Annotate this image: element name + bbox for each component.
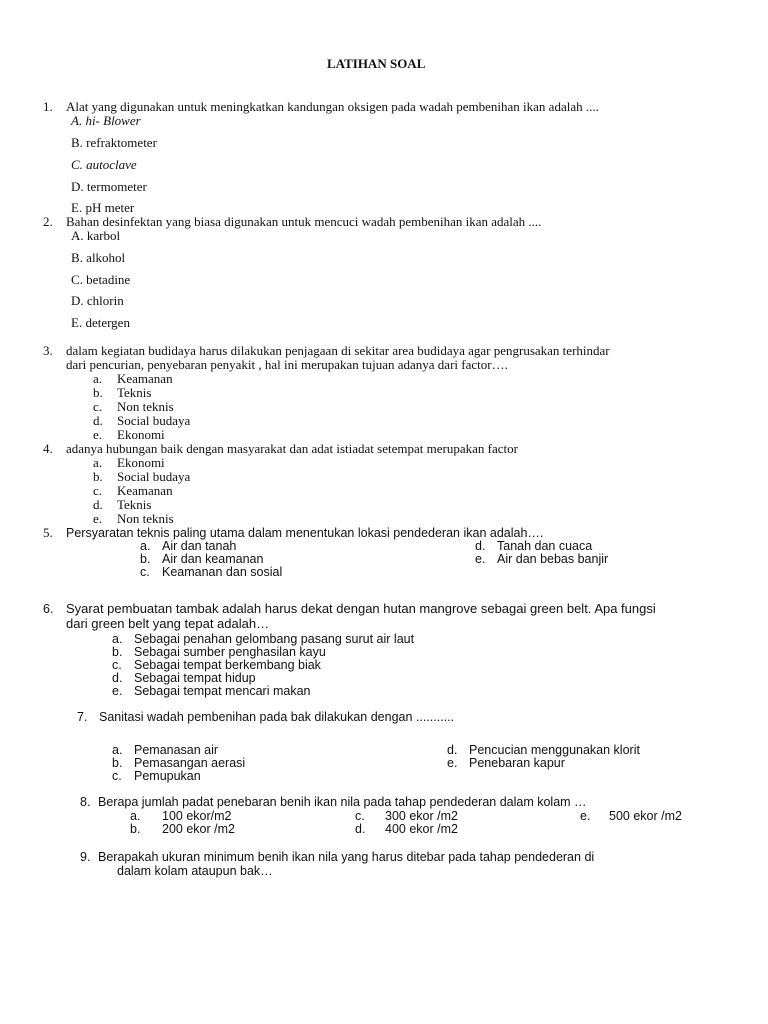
option-d-text: Sebagai tempat hidup bbox=[134, 671, 256, 685]
question-text-line-1: Berapakah ukuran minimum benih ikan nila yang harus ditebar pada tahap pendederan di bbox=[98, 850, 595, 864]
option-b-text: Air dan keamanan bbox=[162, 552, 264, 566]
option-a-letter: a. bbox=[112, 743, 123, 757]
option-a-letter: a. bbox=[130, 809, 141, 823]
question-number: 4. bbox=[43, 441, 53, 456]
option-b: B. refraktometer bbox=[71, 135, 157, 150]
option-c-letter: c. bbox=[93, 483, 103, 498]
option-d-letter: d. bbox=[447, 743, 458, 757]
option-b-letter: b. bbox=[130, 822, 141, 836]
option-d-letter: d. bbox=[93, 413, 103, 428]
option-b-letter: b. bbox=[93, 385, 103, 400]
option-e-text: Sebagai tempat mencari makan bbox=[134, 684, 311, 698]
option-d-text: Social budaya bbox=[117, 413, 191, 428]
question-text: Berapa jumlah padat penebaran benih ikan nila pada tahap pendederan dalam kolam … bbox=[98, 795, 587, 809]
question-text-line-1: dalam kegiatan budidaya harus dilakukan penjagaan di sekitar area budidaya agar pengrusakan terhindar bbox=[66, 343, 610, 358]
option-e-letter: e. bbox=[475, 552, 486, 566]
option-e: E. pH meter bbox=[71, 200, 135, 215]
question-text: Alat yang digunakan untuk meningkatkan kandungan oksigen pada wadah pembenihan ikan adalah .... bbox=[66, 99, 599, 114]
option-e-text: Air dan bebas banjir bbox=[497, 552, 609, 566]
option-d-text: Pencucian menggunakan klorit bbox=[469, 743, 640, 757]
option-a-text: 100 ekor/m2 bbox=[162, 809, 232, 823]
option-b-text: 200 ekor /m2 bbox=[162, 822, 235, 836]
option-a-letter: a. bbox=[112, 632, 123, 646]
option-e-letter: e. bbox=[93, 511, 103, 526]
question-text: adanya hubungan baik dengan masyarakat dan adat istiadat setempat merupakan factor bbox=[66, 441, 518, 456]
option-e-letter: e. bbox=[580, 809, 591, 823]
option-e: E. detergen bbox=[71, 315, 130, 330]
option-a: A. hi- Blower bbox=[71, 113, 141, 128]
question-number: 6. bbox=[43, 602, 54, 616]
option-e-text: 500 ekor /m2 bbox=[609, 809, 682, 823]
option-d-letter: d. bbox=[355, 822, 366, 836]
option-c-letter: c. bbox=[93, 399, 103, 414]
option-a-text: Keamanan bbox=[117, 371, 173, 386]
option-a-text: Pemanasan air bbox=[134, 743, 219, 757]
option-e-text: Non teknis bbox=[117, 511, 174, 526]
option-c-text: 300 ekor /m2 bbox=[385, 809, 458, 823]
option-c-text: Sebagai tempat berkembang biak bbox=[134, 658, 321, 672]
question-number: 8. bbox=[80, 795, 91, 809]
option-e-text: Penebaran kapur bbox=[469, 756, 565, 770]
option-b-letter: b. bbox=[112, 645, 123, 659]
option-c-letter: c. bbox=[140, 565, 150, 579]
option-c-text: Pemupukan bbox=[134, 769, 201, 783]
option-c: C. autoclave bbox=[71, 157, 137, 172]
option-b: B. alkohol bbox=[71, 250, 126, 265]
option-c: C. betadine bbox=[71, 272, 131, 287]
question-text-line-2: dari pencurian, penyebaran penyakit , hal ini merupakan tujuan adanya dari factor…. bbox=[66, 357, 508, 372]
option-a: A. karbol bbox=[71, 228, 121, 243]
option-b-text: Teknis bbox=[117, 385, 152, 400]
option-a-text: Air dan tanah bbox=[162, 539, 237, 553]
option-e-text: Ekonomi bbox=[117, 427, 165, 442]
option-d-letter: d. bbox=[93, 497, 103, 512]
question-text: Sanitasi wadah pembenihan pada bak dilakukan dengan ........... bbox=[99, 710, 455, 724]
option-c-letter: c. bbox=[112, 658, 122, 672]
option-a-text: Sebagai penahan gelombang pasang surut air laut bbox=[134, 632, 415, 646]
option-d-text: 400 ekor /m2 bbox=[385, 822, 458, 836]
question-text: Persyaratan teknis paling utama dalam menentukan lokasi pendederan ikan adalah…. bbox=[66, 526, 544, 540]
option-b-text: Sebagai sumber penghasilan kayu bbox=[134, 645, 326, 659]
option-d-letter: d. bbox=[112, 671, 123, 685]
option-a-letter: a. bbox=[140, 539, 151, 553]
option-d-text: Tanah dan cuaca bbox=[497, 539, 593, 553]
question-number: 2. bbox=[43, 214, 53, 229]
option-a-letter: a. bbox=[93, 371, 103, 386]
option-e-letter: e. bbox=[93, 427, 103, 442]
question-number: 1. bbox=[43, 99, 53, 114]
option-d: D. termometer bbox=[71, 179, 147, 194]
option-b-letter: b. bbox=[140, 552, 151, 566]
option-c-text: Keamanan dan sosial bbox=[162, 565, 283, 579]
question-number: 3. bbox=[43, 343, 53, 358]
option-d-letter: d. bbox=[475, 539, 486, 553]
question-text-line-2: dalam kolam ataupun bak… bbox=[117, 864, 273, 878]
question-text-line-1: Syarat pembuatan tambak adalah harus dekat dengan hutan mangrove sebagai green belt. Apa fungsi bbox=[66, 601, 656, 616]
option-c-letter: c. bbox=[112, 769, 122, 783]
option-b-letter: b. bbox=[112, 756, 123, 770]
question-number: 5. bbox=[43, 525, 53, 540]
page-title: LATIHAN SOAL bbox=[327, 56, 426, 71]
option-e-letter: e. bbox=[112, 684, 123, 698]
option-b-letter: b. bbox=[93, 469, 103, 484]
question-number: 7. bbox=[77, 710, 88, 724]
option-c-text: Non teknis bbox=[117, 399, 174, 414]
option-b-text: Pemasangan aerasi bbox=[134, 756, 246, 770]
option-a-text: Ekonomi bbox=[117, 455, 165, 470]
option-e-letter: e. bbox=[447, 756, 458, 770]
question-number: 9. bbox=[80, 850, 91, 864]
option-d: D. chlorin bbox=[71, 293, 124, 308]
option-c-letter: c. bbox=[355, 809, 365, 823]
option-d-text: Teknis bbox=[117, 497, 152, 512]
question-text-line-2: dari green belt yang tepat adalah… bbox=[66, 616, 270, 631]
question-text: Bahan desinfektan yang biasa digunakan untuk mencuci wadah pembenihan ikan adalah .... bbox=[66, 214, 542, 229]
option-a-letter: a. bbox=[93, 455, 103, 470]
option-c-text: Keamanan bbox=[117, 483, 173, 498]
option-b-text: Social budaya bbox=[117, 469, 191, 484]
